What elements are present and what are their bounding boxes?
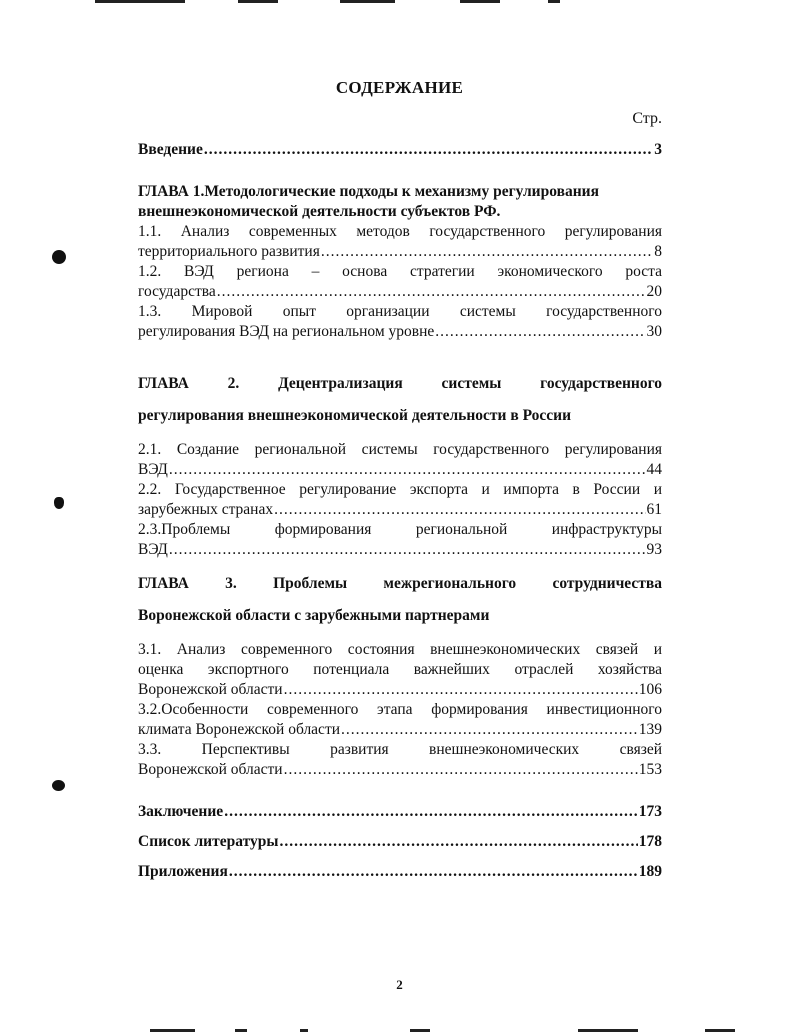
toc-entry-intro[interactable] xyxy=(138,140,662,160)
leader-dots xyxy=(204,140,653,160)
toc-entry-2-1[interactable] xyxy=(138,440,662,480)
toc-entry-text: зарубежных странах xyxy=(138,501,274,518)
chapter-3 xyxy=(138,574,662,780)
toc-entry-page: 153 xyxy=(638,761,662,778)
toc-entry-page: 8 xyxy=(654,243,662,260)
toc-entry-1-2[interactable] xyxy=(138,262,662,302)
scan-artifact-bottom xyxy=(0,1026,799,1034)
toc-entry-page: 139 xyxy=(638,721,662,738)
toc-entry-3-1[interactable] xyxy=(138,640,662,700)
toc-entry-text: 2.1. Создание региональной системы государственного регулирования xyxy=(138,441,662,458)
chapter-heading: ГЛАВА 3. Проблемы межрегионального сотрудничества xyxy=(138,575,662,592)
leader-dots xyxy=(229,862,638,882)
leader-dots xyxy=(169,460,646,480)
toc-entry-page: 61 xyxy=(646,501,662,518)
page-number: 2 xyxy=(396,977,403,992)
chapter-2 xyxy=(138,374,662,560)
chapter-heading: Воронежской области с зарубежными партнерами xyxy=(138,607,490,624)
toc-entry-text: 3.1. Анализ современного состояния внешнеэкономических связей и xyxy=(138,641,662,658)
leader-dots xyxy=(279,832,637,852)
toc-entry-label: Введение xyxy=(138,141,203,158)
scan-blot xyxy=(52,250,66,264)
toc-entry-text: Воронежской области xyxy=(138,761,283,778)
toc-entry-text: 1.3. Мировой опыт организации системы государственного xyxy=(138,303,662,320)
toc-entry-page: 30 xyxy=(646,323,662,340)
toc-entry-text: 1.2. ВЭД региона – основа стратегии экономического роста xyxy=(138,263,662,280)
toc-entry-appendix[interactable] xyxy=(138,862,662,882)
toc-entry-text: 3.2.Особенности современного этапа формирования инвестиционного xyxy=(138,701,662,718)
toc-entry-page: 189 xyxy=(638,863,662,880)
toc-entry-text: территориального развития xyxy=(138,243,320,260)
toc-entry-page: 106 xyxy=(638,681,662,698)
toc-entry-page: 178 xyxy=(638,833,662,850)
toc-entry-text: Воронежской области xyxy=(138,681,283,698)
chapter-heading: ГЛАВА 2. Децентрализация системы государственного xyxy=(138,375,662,392)
toc-title: СОДЕРЖАНИЕ xyxy=(335,78,464,97)
toc-entry-label: Заключение xyxy=(138,803,224,820)
toc-entry-text: 3.3. Перспективы развития внешнеэкономических связей xyxy=(138,741,662,758)
leader-dots xyxy=(435,322,645,342)
toc-entry-2-2[interactable] xyxy=(138,480,662,520)
leader-dots xyxy=(284,680,638,700)
toc-entry-3-3[interactable] xyxy=(138,740,662,780)
toc-entry-page: 20 xyxy=(646,283,662,300)
leader-dots xyxy=(274,500,645,520)
toc-entry-page: 44 xyxy=(646,461,662,478)
chapter-heading: внешнеэкономической деятельности субъектов РФ. xyxy=(138,203,501,220)
toc-entry-2-3[interactable] xyxy=(138,520,662,560)
toc-entry-label: Приложения xyxy=(138,863,228,880)
leader-dots xyxy=(224,802,638,822)
toc-entry-text: ВЭД xyxy=(138,461,168,478)
chapter-1 xyxy=(138,182,662,342)
toc-entry-text: 1.1. Анализ современных методов государственного регулирования xyxy=(138,223,662,240)
toc-entry-text: климата Воронежской области xyxy=(138,721,341,738)
chapter-heading: регулирования внешнеэкономической деятельности в России xyxy=(138,407,572,424)
toc-entry-1-3[interactable] xyxy=(138,302,662,342)
toc-entry-text: 2.3.Проблемы формирования региональной инфраструктуры xyxy=(138,521,662,538)
scan-blot xyxy=(52,780,65,791)
toc-entry-text: регулирования ВЭД на региональном уровне xyxy=(138,323,435,340)
leader-dots xyxy=(321,242,653,262)
leader-dots xyxy=(217,282,646,302)
leader-dots xyxy=(284,760,638,780)
toc-entry-1-1[interactable] xyxy=(138,222,662,262)
toc-entry-page: 173 xyxy=(638,803,662,820)
toc-entry-3-2[interactable] xyxy=(138,700,662,740)
toc-entry-page: 3 xyxy=(654,141,662,158)
toc-entry-conclusion[interactable] xyxy=(138,802,662,822)
toc-entry-text: оценка экспортного потенциала важнейших отраслей хозяйства xyxy=(138,661,662,678)
chapter-heading: ГЛАВА 1.Методологические подходы к механизму регулирования xyxy=(138,183,599,200)
toc-entry-text: ВЭД xyxy=(138,541,168,558)
scan-artifact-top xyxy=(0,0,799,6)
toc-entry-text: государства xyxy=(138,283,216,300)
toc-entry-literature[interactable] xyxy=(138,832,662,852)
leader-dots xyxy=(341,720,638,740)
toc-entry-text: 2.2. Государственное регулирование экспорта и импорта в России и xyxy=(138,481,662,498)
toc-entry-page: 93 xyxy=(646,541,662,558)
scan-blot xyxy=(54,497,64,509)
toc-entry-label: Список литературы xyxy=(138,833,279,850)
page-column-label: Стр. xyxy=(632,110,662,127)
leader-dots xyxy=(169,540,646,560)
